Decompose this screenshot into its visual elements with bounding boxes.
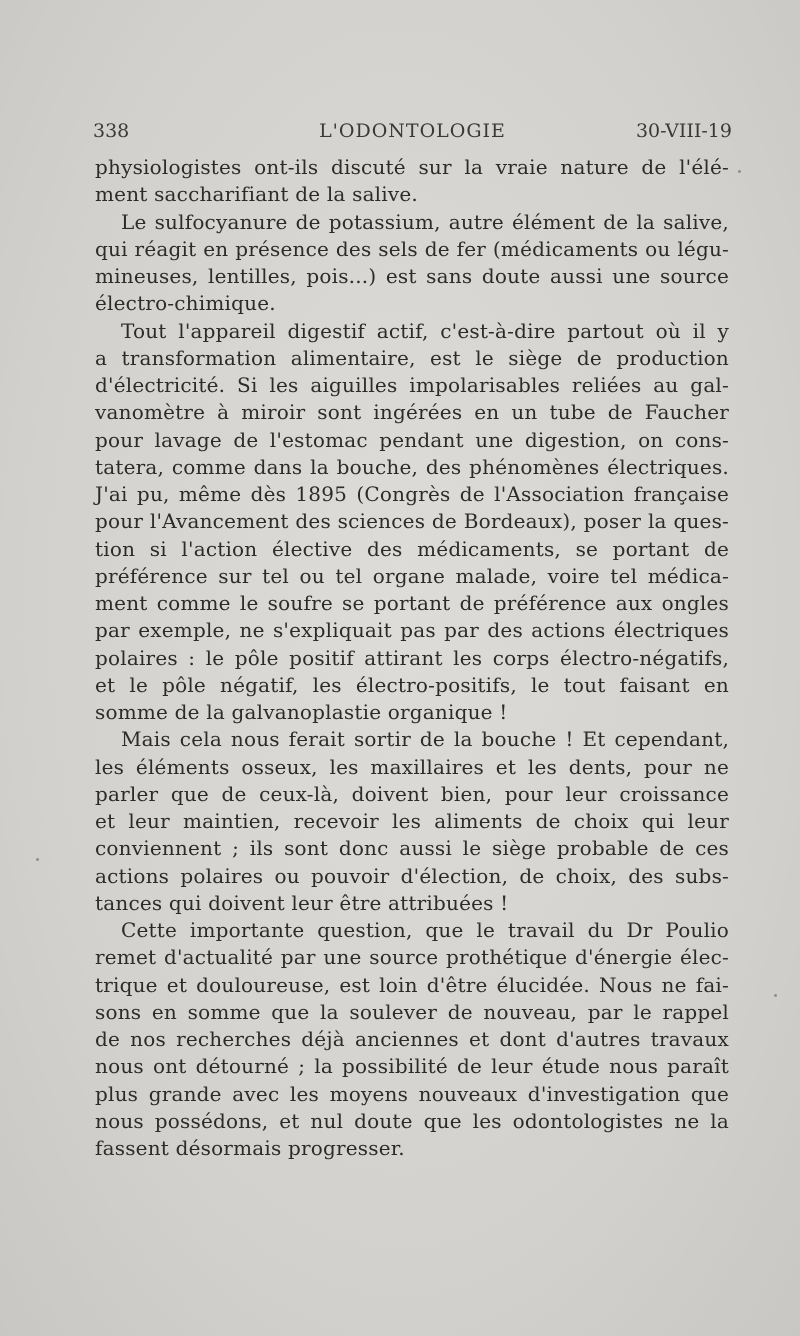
text-line: et leur maintien, recevoir les aliments de choix qui leur xyxy=(95,809,729,833)
text-line: ment saccharifiant de la salive. xyxy=(95,182,418,207)
text-line: de nos recherches déjà anciennes et dont d'autres travaux xyxy=(95,1027,729,1051)
text-line: par exemple, ne s'expliquait pas par des actions électriques xyxy=(95,618,729,643)
text-line: pour lavage de l'estomac pendant une digestion, on cons- xyxy=(95,427,729,452)
text-line: d'électricité. Si les aiguilles impolarisables reliées au gal- xyxy=(95,373,729,397)
text-line: Mais cela nous ferait sortir de la bouche ! Et cependant, xyxy=(121,727,729,752)
issue-date: 30-VIII-19 xyxy=(635,120,732,142)
text-line: trique et douloureuse, est loin d'être élucidée. Nous ne fai- xyxy=(95,972,729,997)
text-line: plus grande avec les moyens nouveaux d'investigation que xyxy=(95,1081,729,1106)
text-line: vanomètre à miroir sont ingérées en un tube de Faucher xyxy=(95,400,729,425)
page-header xyxy=(93,120,732,146)
page-number: 338 xyxy=(93,120,130,142)
text-line: nous possédons, et nul doute que les odontologistes ne la xyxy=(95,1108,729,1133)
text-line: Le sulfocyanure de potassium, autre élément de la salive, xyxy=(121,209,729,234)
paper-speck xyxy=(774,994,777,997)
paper-speck xyxy=(36,858,39,861)
text-line: et le pôle négatif, les électro-positifs, le tout faisant en xyxy=(95,672,729,697)
text-line: fassent désormais progresser. xyxy=(95,1136,405,1160)
text-line: tion si l'action élective des médicaments, se portant de xyxy=(95,536,729,561)
text-line: préférence sur tel ou tel organe malade, voire tel médica- xyxy=(95,563,729,588)
text-line: polaires : le pôle positif attirant les corps électro-négatifs, xyxy=(95,645,729,670)
paper-speck xyxy=(738,170,741,173)
text-line: pour l'Avancement des sciences de Bordeaux), poser la ques- xyxy=(95,509,729,534)
text-line: a transformation alimentaire, est le siège de production xyxy=(95,345,729,370)
running-title: L'ODONTOLOGIE xyxy=(319,120,506,142)
text-line: J'ai pu, même dès 1895 (Congrès de l'Association française xyxy=(95,482,729,506)
text-line: physiologistes ont-ils discuté sur la vraie nature de l'élé- xyxy=(95,155,729,179)
text-line: mineuses, lentilles, pois...) est sans doute aussi une source xyxy=(95,264,729,288)
text-line: qui réagit en présence des sels de fer (médicaments ou légu- xyxy=(95,236,729,261)
text-line: tances qui doivent leur être attribuées ! xyxy=(95,890,509,915)
text-line: parler que de ceux-là, doivent bien, pour leur croissance xyxy=(95,781,729,806)
text-line: ment comme le soufre se portant de préférence aux ongles xyxy=(95,591,729,615)
text-line: Cette importante question, que le travail du Dr Poulio xyxy=(121,918,729,942)
body-text xyxy=(95,154,729,1162)
text-line: sons en somme que la soulever de nouveau, par le rappel xyxy=(95,999,729,1024)
text-line: les éléments osseux, les maxillaires et les dents, pour ne xyxy=(95,754,729,779)
text-line: électro-chimique. xyxy=(95,291,276,316)
text-line: Tout l'appareil digestif actif, c'est-à-dire partout où il y xyxy=(121,318,729,343)
text-line: somme de la galvanoplastie organique ! xyxy=(95,700,508,724)
text-line: actions polaires ou pouvoir d'élection, de choix, des subs- xyxy=(95,863,729,888)
text-line: remet d'actualité par une source prothétique d'énergie élec- xyxy=(95,945,729,970)
text-line: nous ont détourné ; la possibilité de leur étude nous paraît xyxy=(95,1054,729,1079)
text-line: tatera, comme dans la bouche, des phénomènes électriques. xyxy=(95,454,729,479)
text-line: conviennent ; ils sont donc aussi le siège probable de ces xyxy=(95,836,729,861)
